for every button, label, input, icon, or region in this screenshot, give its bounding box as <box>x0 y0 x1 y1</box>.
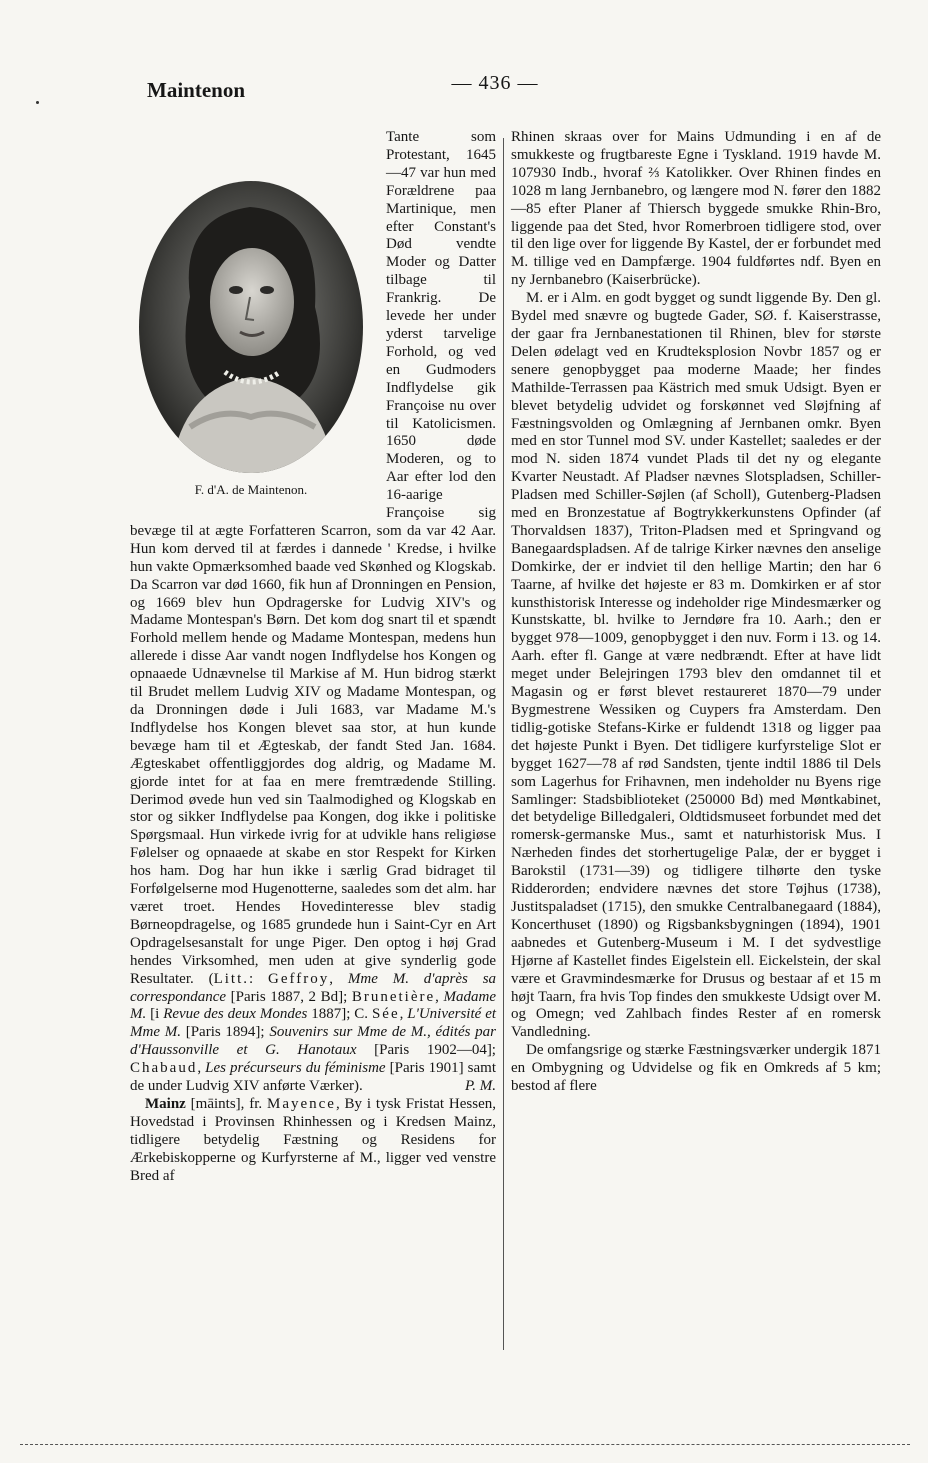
body-text: [Paris 1887, 2 Bd]; <box>226 988 352 1005</box>
author-name: Brunetière <box>351 988 436 1005</box>
french-name: Mayence <box>267 1095 336 1112</box>
body-text: [Paris 1894]; <box>180 1024 270 1041</box>
portrait-caption: F. d'A. de Maintenon. <box>194 482 308 497</box>
body-text: [Paris 1902—04]; <box>356 1042 496 1059</box>
author-name: Chabaud <box>130 1060 198 1077</box>
work-title: Revue des deux Mondes <box>163 1006 308 1023</box>
work-title: Madame M. <box>130 988 496 1023</box>
body-text: [i <box>146 1006 164 1023</box>
body-text: Tante som Protestant, 1645—47 var hun med Forældrene paa Martinique, men efter Constant's Død vendte Moder og Datter tilbage til Frankrig. De levede her under yderst tarvelige Forhold, og ved en Gudmoders Indflydelse gik Françoise nu over til Katolicismen. 1650 døde Moderen, og to Aar efter lod den 16-aarige Françoise sig bevæge til at ægte Forfatteren Scarron, som da var 42 Aar. Hun kom derved til at færdes i dannede ' Kredse, i hvilke hun vakte Opmærksomhed baade ved Skønhed og Klogskab. Da Scarron var død 1660, fik hun af Dronningen en Pension, og 1669 blev hun Opdragerske for Ludvig XIV's og Madame Montespan's Børn. Det kom dog snart til et spændt Forhold mellem hende og Madame Montespan, medens hun allerede i disse Aar vandt nogen Indflydelse hos Kongen og opnaaede Udnævnelse til Markise af M. Hun bidrog stærkt til Brudet mellem Ludvig XIV og Madame Montespan, og da Dronningen døde i Juli 1683, var Madame M.'s Indflydelse hos Kongen blevet saa stor, at hun kunde bevæge ham til et Ægteskab, der fandt Sted Jan. 1684. Ægteskabet offentliggjordes dog aldrig, og Madame M. gjorde intet for at faa en mere fremtrædende Stilling. Derimod øvede hun ved sin Taalmodighed og Klogskab en stor og sikker Indflydelse paa Kongen, dog ikke i politiske Spørgsmaal. Hun virkede ivrig for at udvikle hans religiøse Følelser og opnaaede at skabe en stor Respekt for Kirken hos ham. Dog har hun ikke i særlig Grad bidraget til Forfølgelserne mod Hugenotterne, saaledes som det alm. har været troet. Hendes Hovedinteresse blev stadig Børneopdragelse, og 1685 grundede hun i Saint-Cyr en Art Opdragelsesanstalt for unge Piger. Den optog i høj Grad hendes Virksomhed, men uden at give synderlig gode Resultater. ( <box>130 129 496 987</box>
body-text: [Paris 1901] samt de under Ludvig XIV anførte Værker). <box>130 1060 496 1095</box>
body-text: 1887]; C. <box>307 1006 372 1023</box>
portrait-image <box>130 177 372 477</box>
body-text: : <box>249 970 269 987</box>
mainz-entry <box>130 1096 496 1186</box>
running-head-title: Maintenon <box>147 78 246 102</box>
work-title: Mme M. d'après sa correspondance <box>130 970 497 1005</box>
body-paragraph: Rhinen skraas over for Mains Udmunding i en af de smukkeste og frugtbareste Egne i Tyskland. 1919 havde M. 107930 Indb., hvoraf ⅔ Katolikker. Over Rhinen findes en 1028 m lang Jernbanebro, og længere mod N. fører den 1882—85 efter Planer af Thiersch byggede smukke Rhin-Bro, liggende paa det Sted, hvor Romerbroen tidligere stod, over til den lige over for liggende By Kastel, der er forbundet med M. tillige ved en Dampfærge. 1904 fuldførtes ndf. Byen en ny Jernbanebro (Kaiserbrücke). <box>511 129 881 289</box>
author-name: Sée <box>371 1006 400 1023</box>
author-name: Geffroy <box>268 970 330 987</box>
left-column <box>130 129 496 1185</box>
work-title: Souvenirs sur Mme de M., édités par d'Haussonville et G. Hanotaux <box>130 1024 497 1059</box>
bottom-rule <box>20 1444 910 1445</box>
column-divider <box>503 138 504 1350</box>
scan-speck <box>36 101 39 104</box>
portrait-figure <box>130 177 372 513</box>
body-text: [māints], fr. <box>185 1095 267 1112</box>
author-signature: P. M. <box>465 1078 496 1095</box>
maintenon-paragraph: Tante som Protestant, 1645—47 var hun med Forældrene paa Martinique, men efter Constant's Død vendte Moder og Datter tilbage til Frankrig. De levede her under yderst tarvelige Forhold, og ved en Gudmoders Indflydelse gik Françoise nu over til Katolicismen. 1650 døde Moderen, og to Aar efter lod den 16-aarige Françoise sig bevæge til at ægte Forfatteren Scarron, som da var 42 Aar. Hun kom derved til at færdes i dannede ' Kredse, i hvilke hun vakte Opmærksomhed baade ved Skønhed og Klogskab. Da Scarron var død 1660, fik hun af Dronningen en Pension, og 1669 blev hun Opdragerske for Ludvig XIV's og Madame Montespan's Børn. Det kom dog snart til et spændt Forhold mellem hende og Madame Montespan, medens hun allerede i disse Aar vandt nogen Indflydelse hos Kongen og opnaaede Udnævnelse til Markise af M. Hun bidrog stærkt til Brudet mellem Ludvig XIV og Madame Montespan, og da Dronningen døde i Juli 1683, var Madame M.'s Indflydelse hos Kongen blevet saa stor, at hun kunde bevæge ham til et Ægteskab, der fandt Sted Jan. 1684. Ægteskabet offentliggjordes dog aldrig, og Madame M. gjorde intet for at faa en mere fremtrædende Stilling. Derimod øvede hun ved sin Taalmodighed og Klogskab en stor og sikker Indflydelse paa Kongen, dog ikke i politiske Spørgsmaal. Hun virkede ivrig for at udvikle hans religiøse Følelser og opnaaede at skabe en stor Respekt for Kirken hos ham. Dog har hun ikke i særlig Grad bidraget til Forfølgelserne mod Hugenotterne, saaledes som det alm. har været troet. Hendes Hovedinteresse blev stadig Børneopdragelse, og 1685 grundede hun i Saint-Cyr en Art Opdragelsesanstalt for unge Piger. Den optog i høj Grad hendes Virksomhed, men uden at give synderlig gode Resultater. (Litt.: Geffroy, Mme M. d'après sa correspondance [Paris 1887, 2 Bd]; Brunetière, Madame M. [i Revue des deux Mondes 1887]; C. Sée, L'Université et Mme M. [Paris 1894]; Souvenirs sur Mme de M., édités par d'Haussonville et G. Hanotaux [Paris 1902—04]; Chabaud, Les précurseurs du féminisme [Paris 1901] samt de under Ludvig XIV anførte Værker). P. M. <box>130 129 497 1095</box>
work-title: L'Université et Mme M. <box>130 1006 497 1041</box>
work-title: Les précurseurs du féminisme <box>205 1060 386 1077</box>
body-text: , By i tysk Fristat Hessen, Hovedstad i Provinsen Rhinhessen og i Kredsen Mainz, tidligere betydelig Fæstning og Residens for Ærkebiskopperne og Kurfyrsterne af M., ligger ved venstre Bred af <box>130 1095 496 1184</box>
page-number: — 436 — <box>451 72 539 94</box>
literature-label: Litt. <box>213 970 250 987</box>
body-paragraph: M. er i Alm. en godt bygget og sundt liggende By. Den gl. Bydel med snævre og bugtede Gader, SØ. f. Kaiserstrasse, der gaar fra Jernbanestationen til Rhinen, blev for største Delen ødelagt ved en Krudteksplosion Novbr 1857 og er senere genopbygget paa moderne Maade; her findes Mathilde-Terrassen paa Kästrich med smuk Udsigt. Byen er blevet betydelig udvidet og forskønnet ved Sløjfning af Fæstningsvolden og Omlægning af Jernbanen omkr. Byen med en stor Tunnel mod SV. under Kastellet; saaledes er der mod N. siden 1874 vundet Plads til det ny og elegante Kvarter Neustadt. Af Pladser nævnes Slotspladsen, Schiller-Pladsen med Schiller-Søjlen (af Scholl), Gutenberg-Pladsen med en Bronzestatue af Bogtrykkerkunstens Opfinder (af Thorvaldsen 1837), Triton-Pladsen med et Springvand og Banegaardspladsen. Af de talrige Kirker nævnes den anselige Domkirke, der er indviet til den hellige Martin; den har 6 Taarne, af hvilke det højeste er 83 m. Domkirken er af stor kunsthistorisk Interesse og indeholder rige Mindesmærker og Kunstskatte, bl. hvilke to Jerndøre fra 10. Aarh.; den er bygget 978—1009, genopbygget i den nuv. Form i 13. og 14. Aarh. efter fl. Gange at være nedbrændt. Efter at have lidt meget under Belejringen 1793 blev den omdannet til et Magasin og er først blevet restaureret 1870—79 under Bygmestrene Wessiken og Cuypers fra Amsterdam. Den tidlig-gotiske Stefans-Kirke er fuldendt 1318 og ligger paa det højeste Punkt i Byen. Det tidligere kurfyrstelige Slot er bygget 1627—78 af rød Sandsten, tjente indtil 1886 til Dels som Lagerhus for Frihavnen, men indeholder nu Byens rige Samlinger: Stadsbiblioteket (250000 Bd) med Møntkabinet, det betydelige Billedgaleri, Oldtidsmuseet forbundet med det romersk-germanske Mus., samt et naturhistorisk Mus. I Nærheden findes det storhertugelige Palæ, der er bygget i Barokstil (1731—39) og tidligere tilhørte den tyske Ridderorden; endvidere nævnes det store Tøjhus (1738), Justitspaladset (1715), den smukke Centralbanegaard (1884), Koncerthuset (1890) og Rigsbanksbygningen (1894), 1901 aabnedes et Gutenberg-Museum i M. I det sydvestlige Hjørne af Kastellet findes Eigelstein ell. Eickelstein, der skal være et Gravmindesmærke for Drusus og bestaar af et 15 m højt Taarn, fra hvis Top findes den smukkeste Udsigt over M. og Omegn; ved Zahlbach findes Rester af en romersk Vandledning. <box>511 290 881 1041</box>
right-column <box>511 129 881 1096</box>
body-paragraph: De omfangsrige og stærke Fæstningsværker undergik 1871 en Ombygning og Udvidelse og fik en Omkreds af 5 km; bestod af flere <box>511 1042 881 1095</box>
entry-headword: Mainz <box>145 1095 186 1112</box>
